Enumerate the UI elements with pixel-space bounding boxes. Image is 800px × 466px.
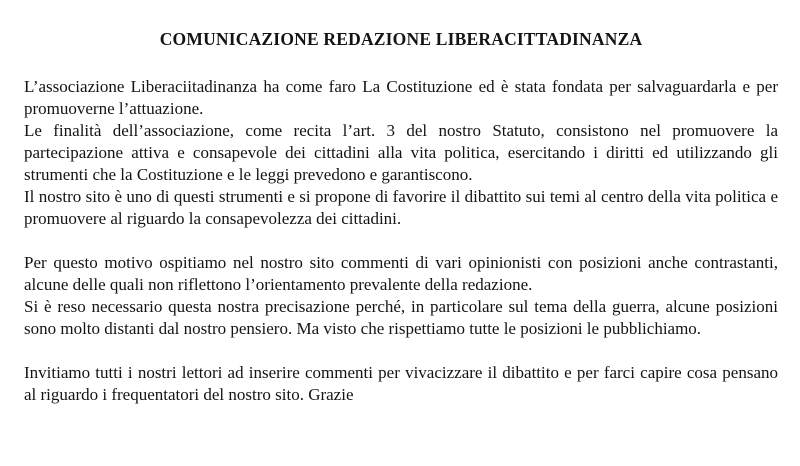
paragraph-block-editorial-position xyxy=(24,252,778,340)
paragraph-opinions-hosted: Per questo motivo ospitiamo nel nostro sito commenti di vari opinionisti con posizioni anche contrastanti, alcune delle quali non riflettono l’orientamento prevalente della redazione. xyxy=(24,253,778,294)
paragraph-block-invitation xyxy=(24,362,778,406)
paragraph-reader-invitation: Invitiamo tutti i nostri lettori ad inserire commenti per vivacizzare il dibattito e per farci capire cosa pensano al riguardo i frequentatori del nostro sito. Grazie xyxy=(24,363,778,404)
paragraph-association-purpose: L’associazione Liberaciitadinanza ha come faro La Costituzione ed è stata fondata per salvaguardarla e per promuoverne l’attuazione. xyxy=(24,77,778,118)
paragraph-clarification: Si è reso necessario questa nostra precisazione perché, in particolare sul tema della guerra, alcune posizioni sono molto distanti dal nostro pensiero. Ma visto che rispettiamo tutte le posizioni le pubblichiamo. xyxy=(24,297,778,338)
paragraph-site-purpose: Il nostro sito è uno di questi strumenti e si propone di favorire il dibattito sui temi al centro della vita politica e promuovere al riguardo la consapevolezza dei cittadini. xyxy=(24,187,778,228)
paragraph-statute-goals: Le finalità dell’associazione, come recita l’art. 3 del nostro Statuto, consistono nel promuovere la partecipazione attiva e consapevole dei cittadini alla vita politica, esercitando i diritti ed utilizzando gli strumenti che la Costituzione e le leggi prevedono e garantiscono. xyxy=(24,121,778,184)
document-title: COMUNICAZIONE REDAZIONE LIBERACITTADINANZA xyxy=(159,29,643,49)
paragraph-block-intro xyxy=(24,76,778,230)
